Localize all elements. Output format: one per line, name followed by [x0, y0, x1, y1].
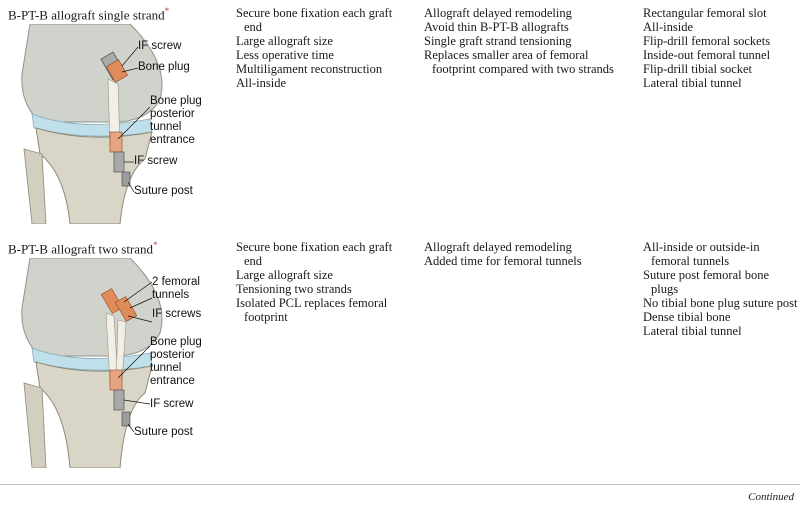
knee-illustration [10, 24, 210, 224]
table-row [0, 0, 800, 234]
figure-label: Bone plug [150, 336, 202, 348]
figure-label: posterior [150, 108, 195, 120]
figure-label: Bone plug [138, 61, 190, 73]
table-bottom-rule [0, 484, 800, 485]
disadvantages-cell: Allograft delayed remodeling Avoid thin B-PT-B allografts Single graft strand tensioning Replaces smaller area of femoral footprint compared with two strands [424, 6, 614, 76]
techniques-cell: All-inside or outside-in femoral tunnels Suture post femoral bone plugs No tibial bone plug suture post Dense tibial bone Lateral tibial tunnel [643, 240, 798, 338]
row-title: B-PT-B allograft two strand* [8, 240, 158, 257]
figure-label: IF screw [150, 398, 194, 410]
row-title: B-PT-B allograft single strand* [8, 6, 170, 23]
advantages-cell: Secure bone fixation each graft end Large allograft size Tensioning two strands Isolated PCL replaces femoral footprint [236, 240, 393, 324]
continued-label: Continued [748, 491, 794, 503]
figure-label: Bone plug [150, 95, 202, 107]
figure-label: IF screws [152, 308, 202, 320]
figure-label: tunnel [150, 121, 182, 133]
table-row [0, 234, 800, 484]
figure-label: 2 femoral [152, 276, 200, 288]
figure-label: posterior [150, 349, 195, 361]
figure-label: entrance [150, 134, 195, 146]
advantages-cell: Secure bone fixation each graft end Large allograft size Less operative time Multiligament reconstruction All-inside [236, 6, 393, 90]
figure-label: Suture post [134, 426, 193, 438]
figure-label: tunnels [152, 289, 190, 301]
disadvantages-cell: Allograft delayed remodeling Added time for femoral tunnels [424, 240, 582, 268]
figure-label: tunnel [150, 362, 182, 374]
techniques-cell: Rectangular femoral slot All-inside Flip-drill femoral sockets Inside-out femoral tunnel Flip-drill tibial socket Lateral tibial tunnel [643, 6, 771, 90]
knee-illustration [10, 258, 210, 468]
figure-label: Suture post [134, 185, 193, 197]
figure-label: entrance [150, 375, 195, 387]
figure-label: IF screw [138, 40, 182, 52]
figure-label: IF screw [134, 155, 178, 167]
